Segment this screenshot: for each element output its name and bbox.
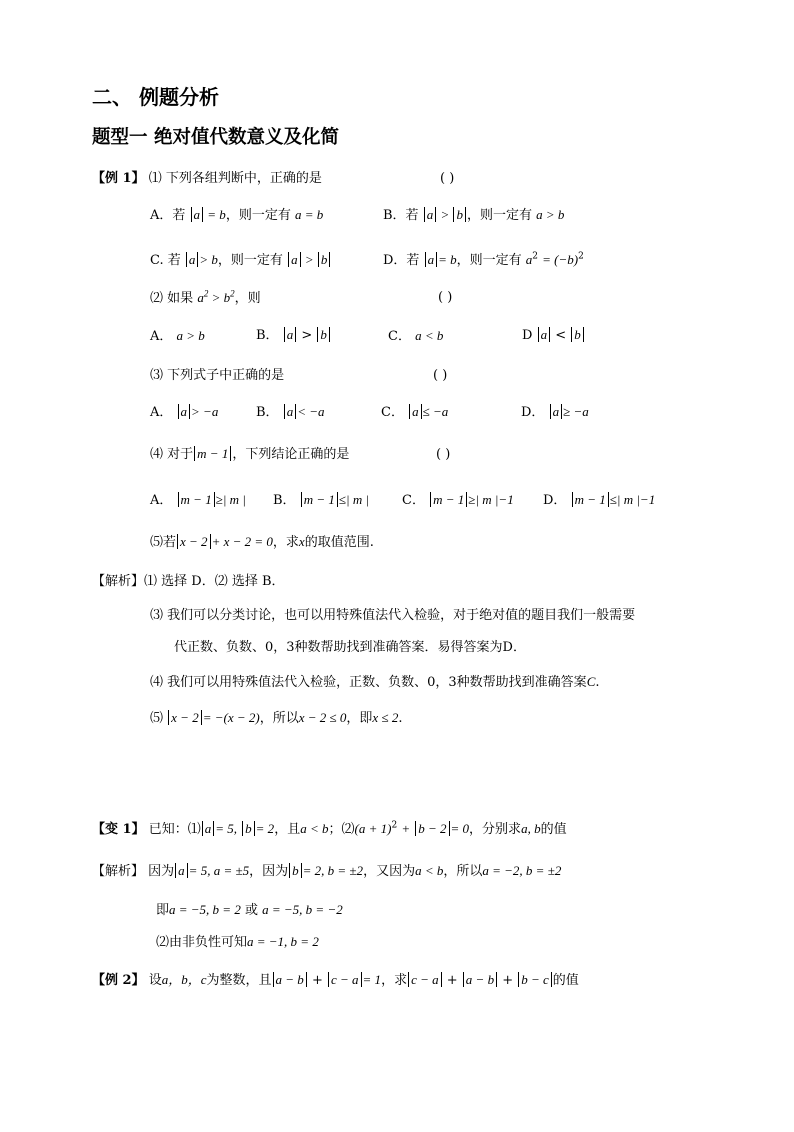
opt-label: A． xyxy=(150,405,173,420)
sol1-l5-num: ⑸ xyxy=(150,711,164,726)
q1-b-mid: ，则一定有 xyxy=(466,208,532,223)
abs-b-2: b − 2 xyxy=(415,821,449,836)
sol2-e4: a = −2, b = ±2 xyxy=(482,863,562,878)
q4-c-tail: ≥| m |−1 xyxy=(468,492,514,507)
q2-option-b: B． a > b xyxy=(256,326,331,346)
q2-option-a xyxy=(150,326,205,347)
sol2-e3: a < b xyxy=(415,863,444,878)
sol1-line3: 代正数、负数、0，3种数帮助找到准确答案．易得答案为D． xyxy=(174,640,526,655)
sol2-l3-e: a = −1, b = 2 xyxy=(247,934,319,949)
abs-m-1: m − 1 xyxy=(194,446,231,461)
var1-cond: a < b xyxy=(300,821,329,836)
opt-label: D xyxy=(522,328,533,343)
q4-option-a xyxy=(150,490,246,511)
q5-num: ⑸若 xyxy=(150,535,177,550)
abs-b: b xyxy=(289,863,302,878)
sup-2: 2 xyxy=(532,251,538,262)
abs-m-1: m − 1 xyxy=(178,492,215,507)
sol1-l5-mid: ，所以 xyxy=(259,711,299,726)
q5-end: 的取值范围. xyxy=(304,535,374,550)
q4-option-b xyxy=(273,490,369,511)
abs-a: a xyxy=(284,404,297,419)
ex1-q2-stem xyxy=(150,288,261,309)
abs-a: a xyxy=(550,404,563,419)
sol2-l2-mid: 或 xyxy=(244,903,258,918)
q3-c-tail: ≤ −a xyxy=(422,404,449,419)
sol1-l5-eq: = −(x − 2) xyxy=(202,710,260,725)
sol2-pre: 因为 xyxy=(148,864,175,879)
q1-option-a xyxy=(150,205,323,226)
ex1-q5-stem xyxy=(150,532,374,553)
q1-d-mid: ，则一定有 xyxy=(456,253,522,268)
sol1-tag: 【解析】 xyxy=(92,574,145,589)
q1-d-a: a xyxy=(525,252,533,267)
var1-end: ，分别求 xyxy=(469,822,522,837)
sol2-e2: = 2, b = ±2 xyxy=(302,863,364,878)
q2-c-expr: a < b xyxy=(415,328,444,343)
q1-c-cond: > b xyxy=(199,252,218,267)
abs-m-1: m − 1 xyxy=(572,492,609,507)
abs-a-b: a − b xyxy=(273,972,307,987)
q4-stem-post: ，下列结论正确的是 xyxy=(232,447,350,462)
abs-a: a xyxy=(284,327,297,342)
sol1-l4-end: . xyxy=(595,675,600,690)
q1-b-label: B．若 xyxy=(383,208,419,223)
sup-2: 2 xyxy=(578,251,584,262)
section-title: 二、 例题分析 xyxy=(92,85,219,109)
var1-p1a: = 5, xyxy=(215,821,238,836)
ex2-end: 的值 xyxy=(552,973,579,988)
q1-b-expr: a > b xyxy=(536,207,565,222)
sol2-mid: ，因为 xyxy=(249,864,289,879)
sup-2: 2 xyxy=(391,820,398,831)
q1-answer-paren: ( ) xyxy=(440,171,455,186)
q3-num: ⑶ xyxy=(150,368,164,383)
sol2-mid3: ，所以 xyxy=(443,864,483,879)
q5-post: ，求 xyxy=(272,535,299,550)
type-title: 题型一 绝对值代数意义及化简 xyxy=(92,127,339,148)
sol1-l4-pre: ⑷ 我们可以用特殊值法代入检验，正数、负数、0，3种数帮助找到准确答案 xyxy=(150,675,587,690)
sol1-l5-end: . xyxy=(398,711,403,726)
sol1-line1 xyxy=(92,572,285,592)
opt-label: C． xyxy=(381,405,404,420)
q2-stem-pre: 如果 xyxy=(167,291,194,306)
sol2-l2-e2: a = −5, b = −2 xyxy=(262,902,343,917)
sol2-mid2: ，又因为 xyxy=(363,864,416,879)
sol1-l5-mid2: ，即 xyxy=(346,711,373,726)
abs-a: a xyxy=(178,404,191,419)
sol2-l2-e1: a = −5, b = 2 xyxy=(169,902,241,917)
abs-a: a xyxy=(409,404,422,419)
q3-option-b xyxy=(256,402,325,423)
sol2-tag: 【解析】 xyxy=(92,864,145,879)
q1-stem: 下列各组判断中，正确的是 xyxy=(165,171,322,186)
q3-answer-paren: ( ) xyxy=(433,368,448,383)
var1-mid1: ，且 xyxy=(274,822,301,837)
q1-a-cond: = b xyxy=(204,207,226,222)
ex1-q4-stem xyxy=(150,445,349,465)
ex2-mid: 为整数，且 xyxy=(206,973,272,988)
q5-var: x xyxy=(298,534,305,549)
sol1-l4-var: C xyxy=(586,674,596,689)
ex2-tag: 【例 2】 xyxy=(92,973,145,988)
abs-a: a xyxy=(424,207,437,222)
sol1-l5-e2: x ≤ 2 xyxy=(372,710,399,725)
sol1-l1: ⑴ 选择 D．⑵ 选择 B． xyxy=(144,574,285,589)
q1-d-cond: = b xyxy=(438,252,457,267)
abs-b: b xyxy=(318,252,331,267)
q4-stem-pre: 对于 xyxy=(167,447,194,462)
var1-vars: a, b xyxy=(521,821,541,836)
gt: > xyxy=(301,252,317,267)
q1-a-expr: a = b xyxy=(294,207,324,222)
q1-a-mid: ，则一定有 xyxy=(225,208,291,223)
q1-num: ⑴ xyxy=(148,171,162,186)
abs-a: a xyxy=(191,207,204,222)
q2-cond: $a^2 > b^2$ xyxy=(197,288,235,305)
q3-a-tail: > −a xyxy=(191,404,219,419)
q1-a-label: A．若 xyxy=(150,208,186,223)
abs-b: b xyxy=(242,821,255,836)
abs-x-2: x − 2 xyxy=(168,710,202,725)
var1-e2a: (a + 1) xyxy=(354,821,392,836)
q3-option-d xyxy=(521,402,589,423)
abs-a: a xyxy=(202,821,215,836)
abs-c-a: c − a xyxy=(408,972,442,987)
ex1-tag: 【例 1】 xyxy=(92,171,145,186)
abs-x-2: x − 2 xyxy=(177,534,211,549)
sol2-l2-pre: 即 xyxy=(156,903,170,918)
q4-answer-paren: ( ) xyxy=(436,447,451,462)
q3-stem: 下列式子中正确的是 xyxy=(167,368,285,383)
q1-option-b xyxy=(383,205,564,226)
abs-m-1: m − 1 xyxy=(430,492,467,507)
var1-end2: 的值 xyxy=(540,822,567,837)
ex1-q3-stem xyxy=(150,366,284,386)
sol1-line4 xyxy=(150,672,600,693)
ex2-mid2: ，求 xyxy=(381,973,408,988)
q2-option-c xyxy=(388,326,443,347)
sol1-line2: ⑶ 我们可以分类讨论，也可以用特殊值法代入检验，对于绝对值的题目我们一般需要 xyxy=(150,608,636,623)
abs-a: a xyxy=(288,252,301,267)
opt-label: D． xyxy=(543,493,567,508)
abs-a-b: a − b xyxy=(463,972,497,987)
q3-d-tail: ≥ −a xyxy=(563,404,589,419)
q1-option-d xyxy=(383,250,584,271)
abs-a: a xyxy=(186,252,199,267)
q4-num: ⑷ xyxy=(150,447,164,462)
q1-option-c xyxy=(150,250,331,271)
opt-label: C． xyxy=(402,493,425,508)
q1-d-label: D．若 xyxy=(383,253,420,268)
q2-a-expr: a > b xyxy=(176,328,205,343)
abs-b: b xyxy=(571,327,584,342)
q3-option-a xyxy=(150,402,218,423)
var1-line xyxy=(92,819,567,840)
abs-a: a xyxy=(425,252,438,267)
var1-mid2: ；⑵ xyxy=(328,822,355,837)
var1-e2c: = 0 xyxy=(450,821,470,836)
abs-a: a xyxy=(538,327,551,342)
ex1-q1-stem xyxy=(92,169,322,189)
sol2-line2 xyxy=(156,900,343,921)
ex2-vars: a，b，c xyxy=(161,972,207,987)
q2-num: ⑵ xyxy=(150,291,164,306)
opt-label: C． xyxy=(388,329,411,344)
q1-c-mid: ，则一定有 xyxy=(217,253,283,268)
sol1-line5 xyxy=(150,708,402,729)
ex2-tail1: = 1 xyxy=(362,972,382,987)
q3-b-tail: < −a xyxy=(297,404,325,419)
ex2-line: 【例 2】 设a，b，c为整数，且 a − b + c − a = 1，求 c − a + a − b + b − c 的值 xyxy=(92,972,579,988)
q1-c-label: C. 若 xyxy=(150,253,181,268)
q4-option-d xyxy=(543,490,655,511)
opt-label: D． xyxy=(521,405,545,420)
abs-a: a xyxy=(175,863,188,878)
q4-b-tail: ≤| m | xyxy=(338,492,370,507)
q2-stem-post: ，则 xyxy=(234,291,261,306)
abs-m-1: m − 1 xyxy=(301,492,338,507)
abs-b: b xyxy=(453,207,466,222)
abs-c-a: c − a xyxy=(328,972,362,987)
q2-answer-paren: ( ) xyxy=(438,290,453,305)
sol2-e1: = 5, a = ±5 xyxy=(188,863,250,878)
abs-b: b xyxy=(317,327,330,342)
opt-label: A． xyxy=(150,329,173,344)
var1-pre: 已知：⑴ xyxy=(148,822,201,837)
sol1-l5-e1: x − 2 ≤ 0 xyxy=(298,710,347,725)
sol2-line3 xyxy=(156,932,319,953)
opt-label: B． xyxy=(273,493,296,508)
q4-option-c xyxy=(402,490,514,511)
gt: > xyxy=(437,207,453,222)
q4-a-tail: ≥| m | xyxy=(215,492,246,507)
var1-e2b: + xyxy=(401,821,411,836)
opt-label: A． xyxy=(150,493,173,508)
var1-p1b: = 2 xyxy=(255,821,275,836)
q4-d-tail: ≤| m |−1 xyxy=(609,492,656,507)
q5-expr: + x − 2 = 0 xyxy=(211,534,273,549)
sol2-line1 xyxy=(92,861,561,882)
var1-tag: 【变 1】 xyxy=(92,822,145,837)
opt-label: B． xyxy=(256,328,279,343)
sol2-l3-pre: ⑵由非负性可知 xyxy=(156,935,248,950)
ex2-pre: 设 xyxy=(148,973,162,988)
opt-label: B． xyxy=(256,405,279,420)
q1-d-rhs: = (−b) xyxy=(542,252,579,267)
q3-option-c xyxy=(381,402,448,423)
q2-option-d: D a < b xyxy=(522,326,585,346)
abs-b-c: b − c xyxy=(518,972,552,987)
